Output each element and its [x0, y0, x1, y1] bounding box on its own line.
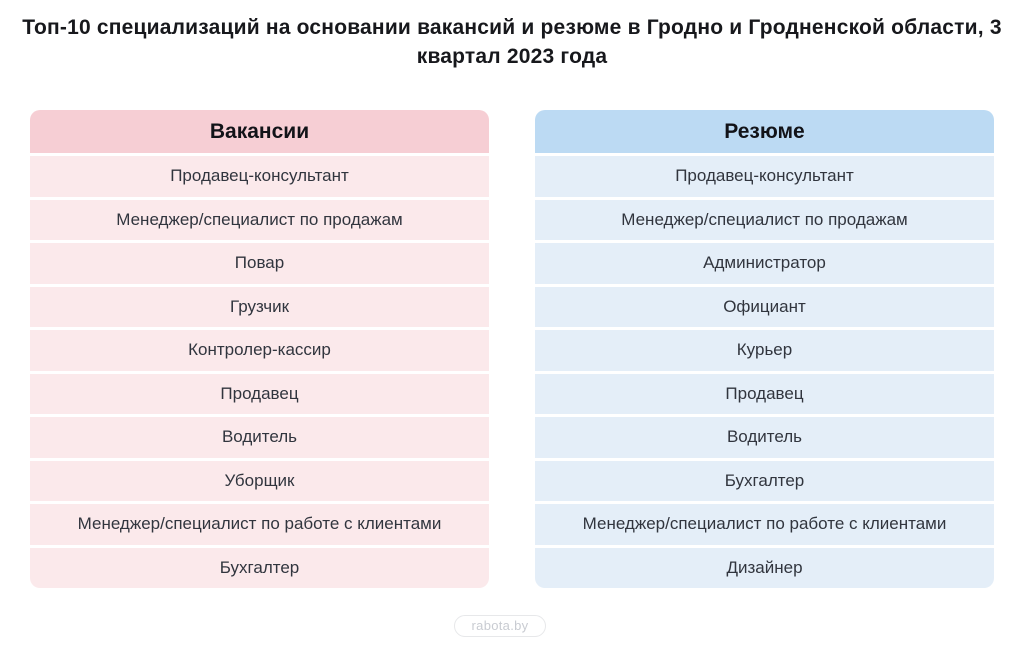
- vacancies-row-1: Продавец-консультант: [30, 156, 489, 197]
- resumes-row-8: Бухгалтер: [535, 461, 994, 502]
- vacancies-row-2: Менеджер/специалист по продажам: [30, 200, 489, 241]
- vacancies-row-4: Грузчик: [30, 287, 489, 328]
- vacancies-row-9: Менеджер/специалист по работе с клиентами: [30, 504, 489, 545]
- vacancies-header: Вакансии: [30, 110, 489, 153]
- resumes-row-1: Продавец-консультант: [535, 156, 994, 197]
- rabota-by-badge: rabota.by: [454, 615, 547, 637]
- vacancies-row-6: Продавец: [30, 374, 489, 415]
- resumes-row-4: Официант: [535, 287, 994, 328]
- resumes-row-3: Администратор: [535, 243, 994, 284]
- resumes-header: Резюме: [535, 110, 994, 153]
- resumes-row-2: Менеджер/специалист по продажам: [535, 200, 994, 241]
- page-title: Топ-10 специализаций на основании вакансий и резюме в Гродно и Гродненской области, 3 квартал 2023 года: [22, 16, 1002, 68]
- resumes-row-7: Водитель: [535, 417, 994, 458]
- vacancies-row-8: Уборщик: [30, 461, 489, 502]
- vacancies-column: [30, 110, 489, 588]
- comparison-table: [30, 110, 994, 588]
- resumes-column: [535, 110, 994, 588]
- resumes-row-6: Продавец: [535, 374, 994, 415]
- vacancies-row-7: Водитель: [30, 417, 489, 458]
- vacancies-row-3: Повар: [30, 243, 489, 284]
- resumes-row-10: Дизайнер: [535, 548, 994, 589]
- vacancies-row-10: Бухгалтер: [30, 548, 489, 589]
- resumes-row-9: Менеджер/специалист по работе с клиентами: [535, 504, 994, 545]
- vacancies-row-5: Контролер-кассир: [30, 330, 489, 371]
- resumes-row-5: Курьер: [535, 330, 994, 371]
